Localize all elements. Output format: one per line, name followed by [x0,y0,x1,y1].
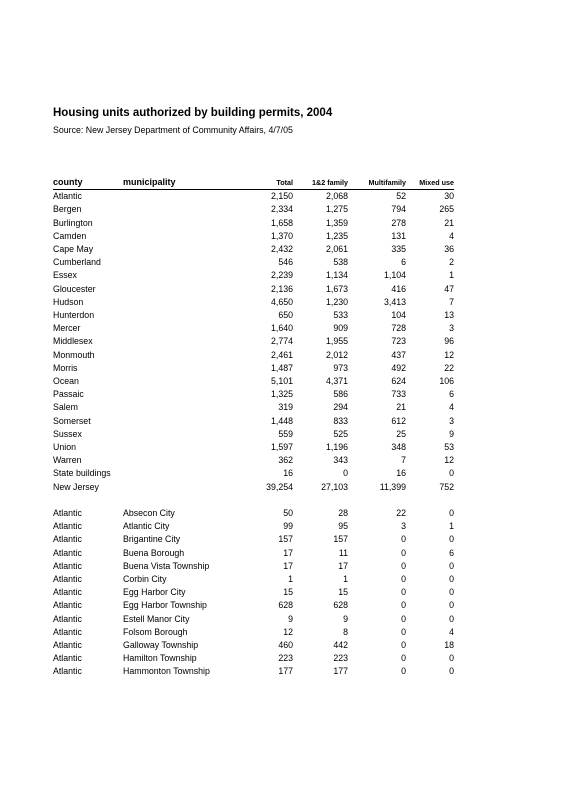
county-row [53,349,454,362]
family-cell: 28 [338,508,348,518]
county-cell: Camden [53,230,87,241]
county-cell: Atlantic [53,613,82,624]
source-note: Source: New Jersey Department of Community Affairs, 4/7/05 [53,125,293,135]
county-cell: Atlantic [53,534,82,545]
municipality-cell: Galloway Township [123,640,199,651]
municipality-cell: Folsom Borough [123,626,188,637]
county-cell: Atlantic [53,508,82,518]
multifamily-cell: 624 [391,376,406,387]
multifamily-cell: 104 [391,310,406,321]
total-cell: 9 [288,613,293,624]
mixed-use-cell: 3 [449,323,454,334]
county-row [53,481,454,494]
total-cell: 2,150 [270,191,293,202]
municipality-table [53,507,454,679]
county-row [53,217,454,230]
county-cell: Morris [53,362,78,373]
header-municipality: municipality [123,176,253,190]
family-cell: 0 [343,468,348,479]
family-cell: 525 [333,428,348,439]
multifamily-cell: 335 [391,244,406,255]
multifamily-cell: 131 [391,230,406,241]
multifamily-cell: 612 [391,415,406,426]
mixed-use-cell: 53 [444,442,454,453]
total-cell: 1,448 [270,415,293,426]
county-row [53,322,454,335]
mixed-use-cell: 9 [449,428,454,439]
family-cell: 11 [338,547,348,558]
county-row [53,375,454,388]
multifamily-cell: 3 [401,521,406,532]
family-cell: 157 [333,534,348,545]
header-mixed-use: Mixed use [406,176,454,190]
total-cell: 559 [278,428,293,439]
family-cell: 2,012 [325,349,348,360]
total-cell: 2,432 [270,244,293,255]
family-cell: 1 [343,574,348,585]
county-cell: Passaic [53,389,84,400]
multifamily-cell: 492 [391,362,406,373]
county-row [53,454,454,467]
county-cell: Atlantic [53,653,82,664]
county-row [53,362,454,375]
family-cell: 294 [333,402,348,413]
family-cell: 586 [333,389,348,400]
mixed-use-cell: 0 [449,574,454,585]
municipality-row [53,639,454,652]
mixed-use-cell: 6 [449,389,454,400]
county-cell: New Jersey [53,481,99,492]
total-cell: 16 [283,468,293,479]
mixed-use-cell: 18 [444,640,454,651]
county-row [53,441,454,454]
family-cell: 1,275 [325,204,348,215]
mixed-use-cell: 265 [439,204,454,215]
multifamily-cell: 1,104 [383,270,406,281]
county-cell: Atlantic [53,666,82,677]
total-cell: 17 [283,560,293,571]
family-cell: 343 [333,455,348,466]
mixed-use-cell: 4 [449,626,454,637]
family-cell: 15 [338,587,348,598]
county-row [53,388,454,401]
family-cell: 1,196 [325,442,348,453]
municipality-row [53,520,454,533]
county-cell: Burlington [53,217,93,228]
multifamily-cell: 0 [401,600,406,611]
municipality-row [53,613,454,626]
mixed-use-cell: 30 [444,191,454,202]
mixed-use-cell: 12 [444,349,454,360]
header-county: county [53,176,123,190]
county-row [53,230,454,243]
multifamily-cell: 0 [401,626,406,637]
multifamily-cell: 22 [396,508,406,518]
family-cell: 95 [338,521,348,532]
county-cell: Middlesex [53,336,93,347]
municipality-cell: Estell Manor City [123,613,190,624]
total-cell: 5,101 [270,376,293,387]
multifamily-cell: 0 [401,534,406,545]
county-row [53,203,454,216]
municipality-row [53,507,454,520]
family-cell: 1,359 [325,217,348,228]
family-cell: 223 [333,653,348,664]
municipality-row [53,533,454,546]
mixed-use-cell: 3 [449,415,454,426]
county-row [53,190,454,204]
total-cell: 4,650 [270,296,293,307]
family-cell: 177 [333,666,348,677]
county-cell: Atlantic [53,600,82,611]
header-row [53,176,454,190]
county-cell: Salem [53,402,78,413]
multifamily-cell: 0 [401,547,406,558]
municipality-cell: Buena Borough [123,547,185,558]
county-row [53,243,454,256]
multifamily-cell: 52 [396,191,406,202]
county-cell: Atlantic [53,560,82,571]
family-cell: 1,230 [325,296,348,307]
county-row [53,335,454,348]
mixed-use-cell: 4 [449,230,454,241]
multifamily-cell: 0 [401,666,406,677]
municipality-cell: Absecon City [123,508,175,518]
total-cell: 2,334 [270,204,293,215]
municipality-row [53,665,454,678]
municipality-row [53,626,454,639]
county-cell: Bergen [53,204,82,215]
total-cell: 628 [278,600,293,611]
total-cell: 546 [278,257,293,268]
mixed-use-cell: 4 [449,402,454,413]
total-cell: 177 [278,666,293,677]
county-cell: Atlantic [53,547,82,558]
family-cell: 4,371 [325,376,348,387]
document-title: Housing units authorized by building permits, 2004 [53,107,333,119]
mixed-use-cell: 36 [444,244,454,255]
municipality-cell: Buena Vista Township [123,560,210,571]
municipality-row [53,599,454,612]
municipality-cell: Atlantic City [123,521,170,532]
multifamily-cell: 723 [391,336,406,347]
family-cell: 973 [333,362,348,373]
municipality-table-body [53,507,454,679]
total-cell: 1 [288,574,293,585]
total-cell: 1,658 [270,217,293,228]
mixed-use-cell: 0 [449,600,454,611]
total-cell: 1,597 [270,442,293,453]
multifamily-cell: 25 [396,428,406,439]
county-cell: Sussex [53,428,82,439]
multifamily-cell: 728 [391,323,406,334]
mixed-use-cell: 6 [449,547,454,558]
municipality-row [53,586,454,599]
multifamily-cell: 416 [391,283,406,294]
total-cell: 157 [278,534,293,545]
multifamily-cell: 0 [401,587,406,598]
mixed-use-cell: 0 [449,653,454,664]
mixed-use-cell: 22 [444,362,454,373]
mixed-use-cell: 752 [439,481,454,492]
total-cell: 223 [278,653,293,664]
multifamily-cell: 0 [401,574,406,585]
county-cell: Cumberland [53,257,101,268]
county-cell: State buildings [53,468,111,479]
county-row [53,256,454,269]
mixed-use-cell: 21 [444,217,454,228]
county-row [53,428,454,441]
multifamily-cell: 0 [401,640,406,651]
multifamily-cell: 0 [401,560,406,571]
family-cell: 442 [333,640,348,651]
family-cell: 1,134 [325,270,348,281]
municipality-cell: Egg Harbor City [123,587,186,598]
county-row [53,467,454,480]
multifamily-cell: 3,413 [383,296,406,307]
family-cell: 8 [343,626,348,637]
county-row [53,269,454,282]
header-total: Total [253,176,293,190]
mixed-use-cell: 1 [449,521,454,532]
county-row [53,309,454,322]
family-cell: 2,068 [325,191,348,202]
total-cell: 99 [283,521,293,532]
municipality-row [53,560,454,573]
family-cell: 833 [333,415,348,426]
mixed-use-cell: 96 [444,336,454,347]
municipality-row [53,547,454,560]
family-cell: 2,061 [325,244,348,255]
header-1-2-family: 1&2 family [293,176,348,190]
county-cell: Warren [53,455,82,466]
mixed-use-cell: 0 [449,587,454,598]
mixed-use-cell: 0 [449,468,454,479]
total-cell: 1,325 [270,389,293,400]
mixed-use-cell: 1 [449,270,454,281]
total-cell: 50 [283,508,293,518]
county-row [53,415,454,428]
mixed-use-cell: 0 [449,613,454,624]
county-cell: Atlantic [53,640,82,651]
family-cell: 628 [333,600,348,611]
total-cell: 460 [278,640,293,651]
county-cell: Ocean [53,376,79,387]
mixed-use-cell: 47 [444,283,454,294]
total-cell: 15 [283,587,293,598]
multifamily-cell: 11,399 [379,481,406,492]
county-cell: Atlantic [53,574,82,585]
multifamily-cell: 733 [391,389,406,400]
multifamily-cell: 794 [391,204,406,215]
total-cell: 650 [278,310,293,321]
family-cell: 1,235 [325,230,348,241]
total-cell: 1,640 [270,323,293,334]
county-cell: Gloucester [53,283,96,294]
mixed-use-cell: 0 [449,508,454,518]
total-cell: 1,487 [270,362,293,373]
family-cell: 9 [343,613,348,624]
municipality-cell: Egg Harbor Township [123,600,207,611]
total-cell: 2,136 [270,283,293,294]
mixed-use-cell: 7 [449,296,454,307]
mixed-use-cell: 2 [449,257,454,268]
municipality-cell: Hammonton Township [123,666,210,677]
total-cell: 12 [283,626,293,637]
family-cell: 27,103 [321,481,348,492]
multifamily-cell: 6 [401,257,406,268]
mixed-use-cell: 0 [449,560,454,571]
multifamily-cell: 278 [391,217,406,228]
mixed-use-cell: 0 [449,666,454,677]
family-cell: 538 [333,257,348,268]
multifamily-cell: 21 [396,402,406,413]
total-cell: 39,254 [266,481,293,492]
total-cell: 17 [283,547,293,558]
municipality-cell: Brigantine City [123,534,181,545]
multifamily-cell: 437 [391,349,406,360]
municipality-cell: Corbin City [123,574,167,585]
county-table [53,176,454,494]
county-cell: Essex [53,270,77,281]
county-cell: Monmouth [53,349,95,360]
county-cell: Mercer [53,323,81,334]
multifamily-cell: 16 [396,468,406,479]
total-cell: 2,774 [270,336,293,347]
county-cell: Hunterdon [53,310,95,321]
header-multifamily: Multifamily [348,176,406,190]
county-row [53,296,454,309]
family-cell: 17 [338,560,348,571]
county-cell: Atlantic [53,587,82,598]
mixed-use-cell: 106 [439,376,454,387]
municipality-row [53,652,454,665]
county-cell: Atlantic [53,626,82,637]
county-row [53,283,454,296]
family-cell: 1,955 [325,336,348,347]
municipality-row [53,573,454,586]
mixed-use-cell: 0 [449,534,454,545]
county-cell: Somerset [53,415,91,426]
total-cell: 1,370 [270,230,293,241]
family-cell: 909 [333,323,348,334]
mixed-use-cell: 12 [444,455,454,466]
multifamily-cell: 7 [401,455,406,466]
multifamily-cell: 0 [401,653,406,664]
county-row [53,401,454,414]
county-table-body [53,190,454,494]
family-cell: 533 [333,310,348,321]
county-cell: Atlantic [53,191,82,202]
municipality-cell: Hamilton Township [123,653,197,664]
multifamily-cell: 348 [391,442,406,453]
mixed-use-cell: 13 [444,310,454,321]
total-cell: 2,461 [270,349,293,360]
total-cell: 2,239 [270,270,293,281]
multifamily-cell: 0 [401,613,406,624]
county-cell: Union [53,442,76,453]
total-cell: 362 [278,455,293,466]
county-cell: Hudson [53,296,84,307]
county-cell: Cape May [53,244,94,255]
total-cell: 319 [278,402,293,413]
county-cell: Atlantic [53,521,82,532]
family-cell: 1,673 [325,283,348,294]
